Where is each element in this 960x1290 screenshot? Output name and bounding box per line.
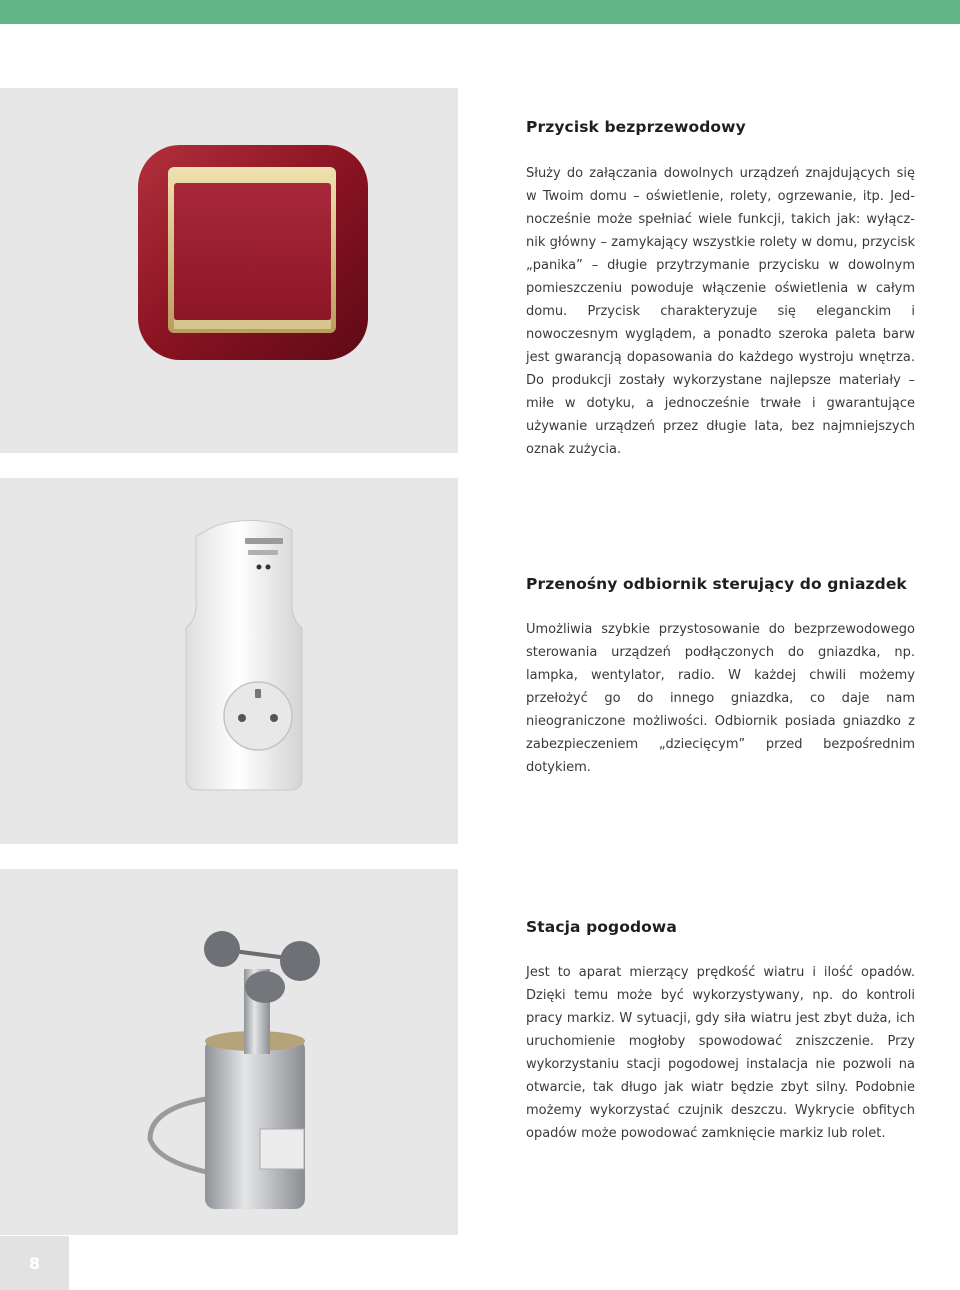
- top-accent-bar: [0, 0, 960, 24]
- wireless-switch-image: [0, 88, 458, 453]
- section-body: Służy do załączania dowolnych urządzeń znajdujących się w Twoim domu – oświetlenie, rolety, ogrzewanie, itp. Jednocześnie może spełniać wiele funkcji, takich jak: wyłącznik główny – zamykający wszystkie rolety w domu, przycisk „panika” – długie przytrzymanie przycisku w dowolnym pomieszczeniu powoduje włączenie oświetlenia w całym domu. Przycisk charakteryzuje się eleganckim i nowoczesnym wyglądem, a ponadto szeroka paleta barw jest gwarancją dopasowania do każdego wystroju wnętrza. Do produkcji zostały wykorzystane najlepsze materiały – miłe w dotyku, a jednocześnie trwałe i gwarantujące używanie urządzeń przez długie lata, bez najmniejszych oznak zużycia.: [526, 166, 915, 457]
- plug-receiver-image: [0, 478, 458, 844]
- section-weather-station: [526, 918, 915, 1145]
- section-body: Umożliwia szybkie przystosowanie do bezprzewodowego sterowania urządzeń podłączonych do gniazdka, np. lampka, wentylator, radio. W każdej chwili możemy przełożyć go do innego gniazdka, co daje nam nieograniczone możliwości. Odbiornik posiada gniazdko z zabezpieczeniem „dziecięcym” przed bezpośrednim dotykiem.: [526, 622, 915, 775]
- section-title: Przycisk bezprzewodowy: [526, 118, 746, 136]
- section-wireless-switch: [526, 118, 915, 461]
- panel-plug-receiver: [0, 478, 458, 844]
- panel-weather-station: [0, 869, 458, 1235]
- weather-station-image: [0, 869, 458, 1235]
- section-title: Stacja pogodowa: [526, 918, 677, 936]
- section-plug-receiver: [526, 575, 915, 779]
- section-title: Przenośny odbiornik sterujący do gniazdek: [526, 575, 907, 593]
- section-body: Jest to aparat mierzący prędkość wiatru i ilość opadów. Dzięki temu może być wykorzystywany, np. do kontroli pracy markiz. W sytuacji, gdy siła wiatru jest zbyt duża, ich uruchomienie mogłoby spowodować zniszczenie. Przy wykorzystaniu stacji pogodowej instalacja nie pozwoli na otwarcie, tak długo jak wiatr będzie zbyt silny. Podobnie możemy wykorzystać czujnik deszczu. Wykrycie obfitych opadów może powodować zamknięcie markiz lub rolet.: [526, 965, 915, 1141]
- page-number: 8: [0, 1236, 69, 1290]
- panel-wireless-switch: [0, 88, 458, 453]
